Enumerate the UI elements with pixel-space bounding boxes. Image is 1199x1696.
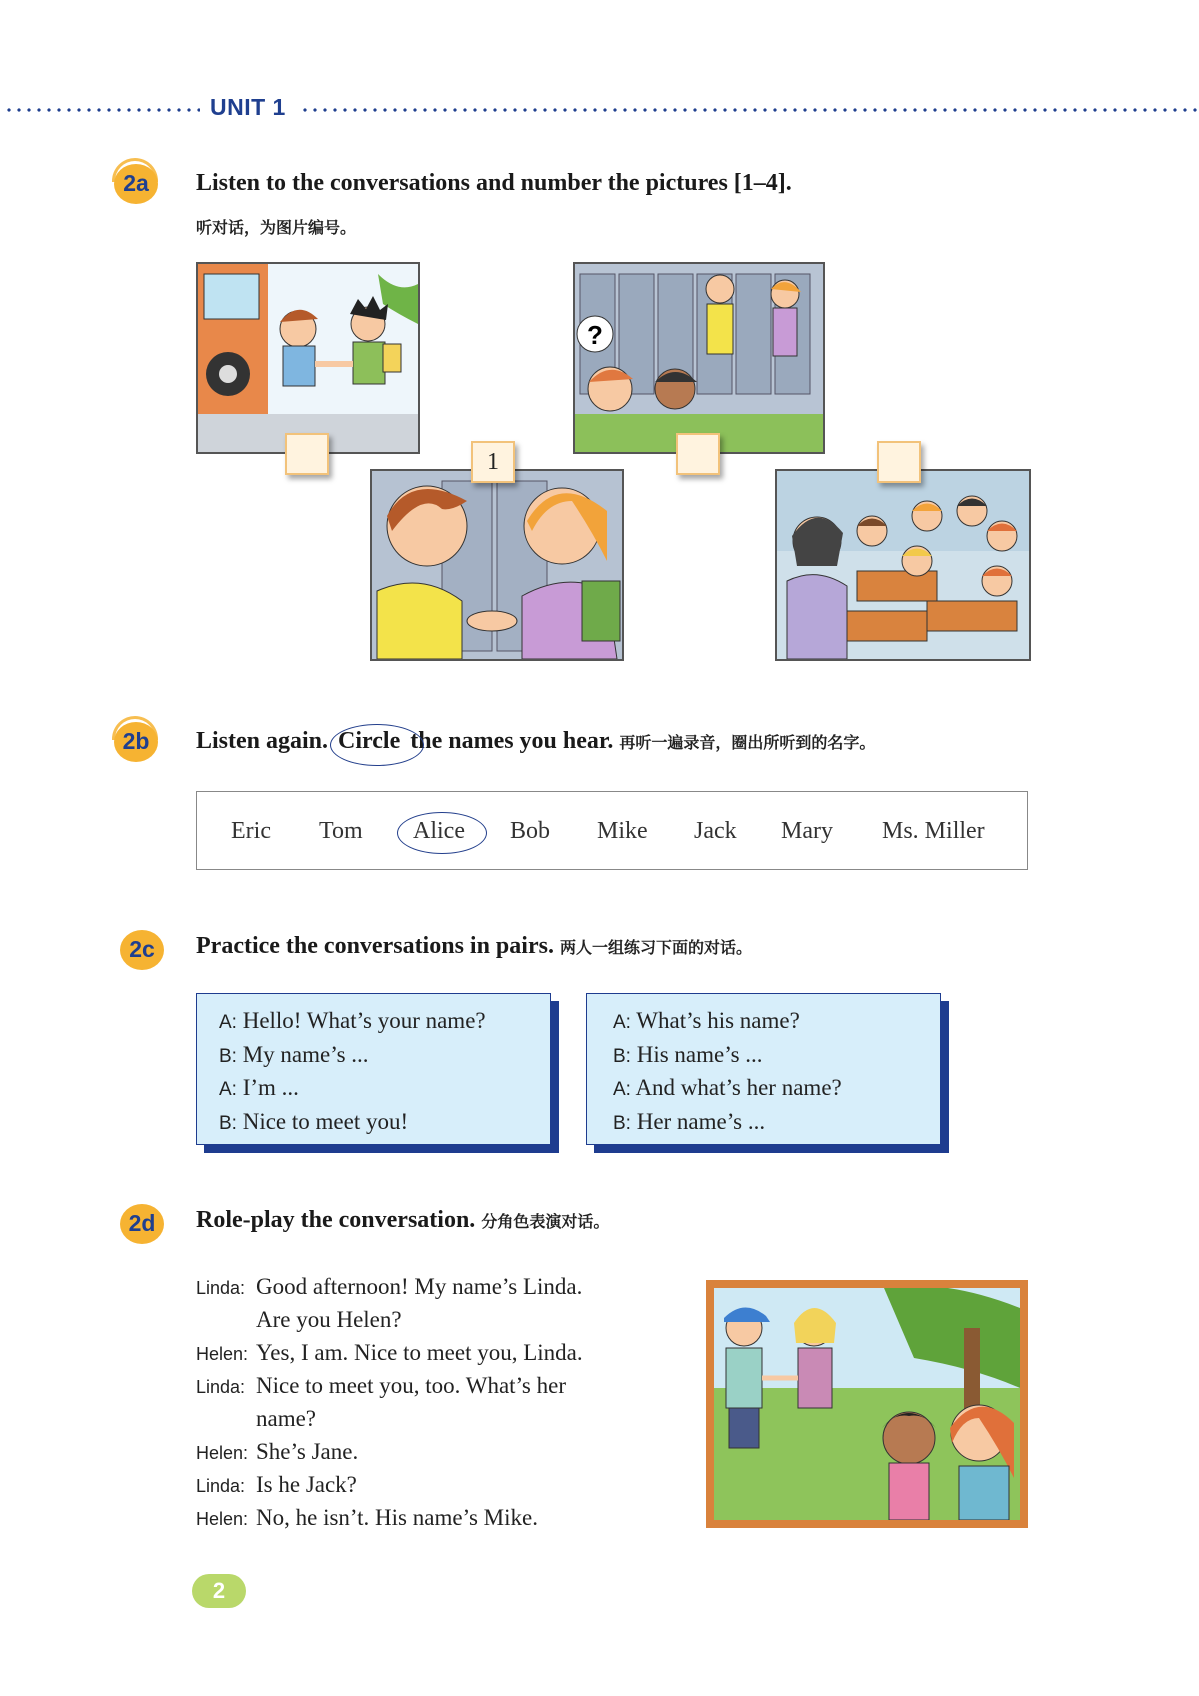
picture-lockers-group <box>573 262 825 454</box>
name-option-circled[interactable]: Alice <box>413 818 465 844</box>
conversation-line: A: I’m ... <box>219 1075 299 1100</box>
names-box <box>196 791 1028 870</box>
conversation-line: B: His name’s ... <box>613 1042 763 1067</box>
badge-label: 2c <box>129 936 155 962</box>
conversation-line: A: What’s his name? <box>613 1008 800 1033</box>
instruction-2d <box>196 1207 609 1234</box>
circle-oval-example <box>330 724 424 766</box>
roleplay-line: name? <box>256 1406 317 1431</box>
roleplay-line: Helen: Yes, I am. Nice to meet you, Linda. <box>196 1340 583 1365</box>
picture-number-box[interactable] <box>676 433 720 475</box>
conversation-line: B: Nice to meet you! <box>219 1109 409 1134</box>
section-badge-2c <box>116 924 168 970</box>
instruction-text: the names you hear. <box>410 728 614 754</box>
page-number: 2 <box>192 1574 246 1608</box>
roleplay-line: Are you Helen? <box>256 1307 402 1332</box>
picture-bus-stop <box>196 262 420 454</box>
name-option[interactable]: Ms. Miller <box>882 818 985 844</box>
conversation-box-1 <box>196 993 551 1145</box>
svg-text:?: ? <box>587 320 603 350</box>
conversation-line: A: And what’s her name? <box>613 1075 842 1100</box>
name-option[interactable]: Mike <box>597 818 648 844</box>
instruction-2a: Listen to the conversations and number the pictures [1–4]. <box>196 170 792 196</box>
section-badge-2a <box>110 158 162 204</box>
name-option[interactable]: Tom <box>319 818 363 844</box>
badge-label: 2b <box>122 728 150 754</box>
roleplay-line: Helen: She’s Jane. <box>196 1439 359 1464</box>
instruction-text: Practice the conversations in pairs. <box>196 933 554 959</box>
conversation-line: A: Hello! What’s your name? <box>219 1008 486 1033</box>
unit-label: UNIT 1 <box>210 94 286 120</box>
roleplay-line: Linda: Nice to meet you, too. What’s her <box>196 1373 566 1398</box>
chinese-instruction-2c: 两人一组练习下面的对话。 <box>559 938 752 957</box>
name-option[interactable]: Bob <box>510 818 551 844</box>
picture-park-frame <box>706 1280 1028 1528</box>
instruction-2c <box>196 933 752 960</box>
picture-number-box[interactable] <box>285 433 329 475</box>
chinese-instruction-2d: 分角色表演对话。 <box>481 1212 610 1231</box>
dotted-rule-left <box>4 108 200 112</box>
conversation-line: B: My name’s ... <box>219 1042 369 1067</box>
chinese-instruction-2a: 听对话，为图片编号。 <box>196 218 357 237</box>
conversation-box-2 <box>586 993 941 1145</box>
section-badge-2b <box>110 716 162 762</box>
instruction-text: Role-play the conversation. <box>196 1207 476 1233</box>
instruction-2b <box>196 728 875 755</box>
chinese-instruction-2b: 再听一遍录音，圈出所听到的名字。 <box>619 733 876 752</box>
instruction-text: Listen again. <box>196 728 329 754</box>
name-option[interactable]: Eric <box>231 818 271 844</box>
picture-handshake-closeup <box>370 469 624 661</box>
picture-number-box[interactable] <box>877 441 921 483</box>
picture-park <box>714 1288 1020 1520</box>
dotted-rule-right <box>300 108 1199 112</box>
badge-label: 2d <box>128 1210 156 1236</box>
roleplay-line: Linda: Is he Jack? <box>196 1472 357 1497</box>
name-option[interactable]: Jack <box>694 818 737 844</box>
name-option[interactable]: Mary <box>781 818 833 844</box>
picture-classroom <box>775 469 1031 661</box>
roleplay-line: Helen: No, he isn’t. His name’s Mike. <box>196 1505 538 1530</box>
roleplay-line: Linda: Good afternoon! My name’s Linda. <box>196 1274 583 1299</box>
badge-label: 2a <box>123 170 149 196</box>
unit-header <box>0 94 1199 122</box>
conversation-line: B: Her name’s ... <box>613 1109 766 1134</box>
picture-number-box[interactable]: 1 <box>471 441 515 483</box>
circle-word: Circle <box>334 728 404 755</box>
section-badge-2d <box>116 1198 168 1244</box>
